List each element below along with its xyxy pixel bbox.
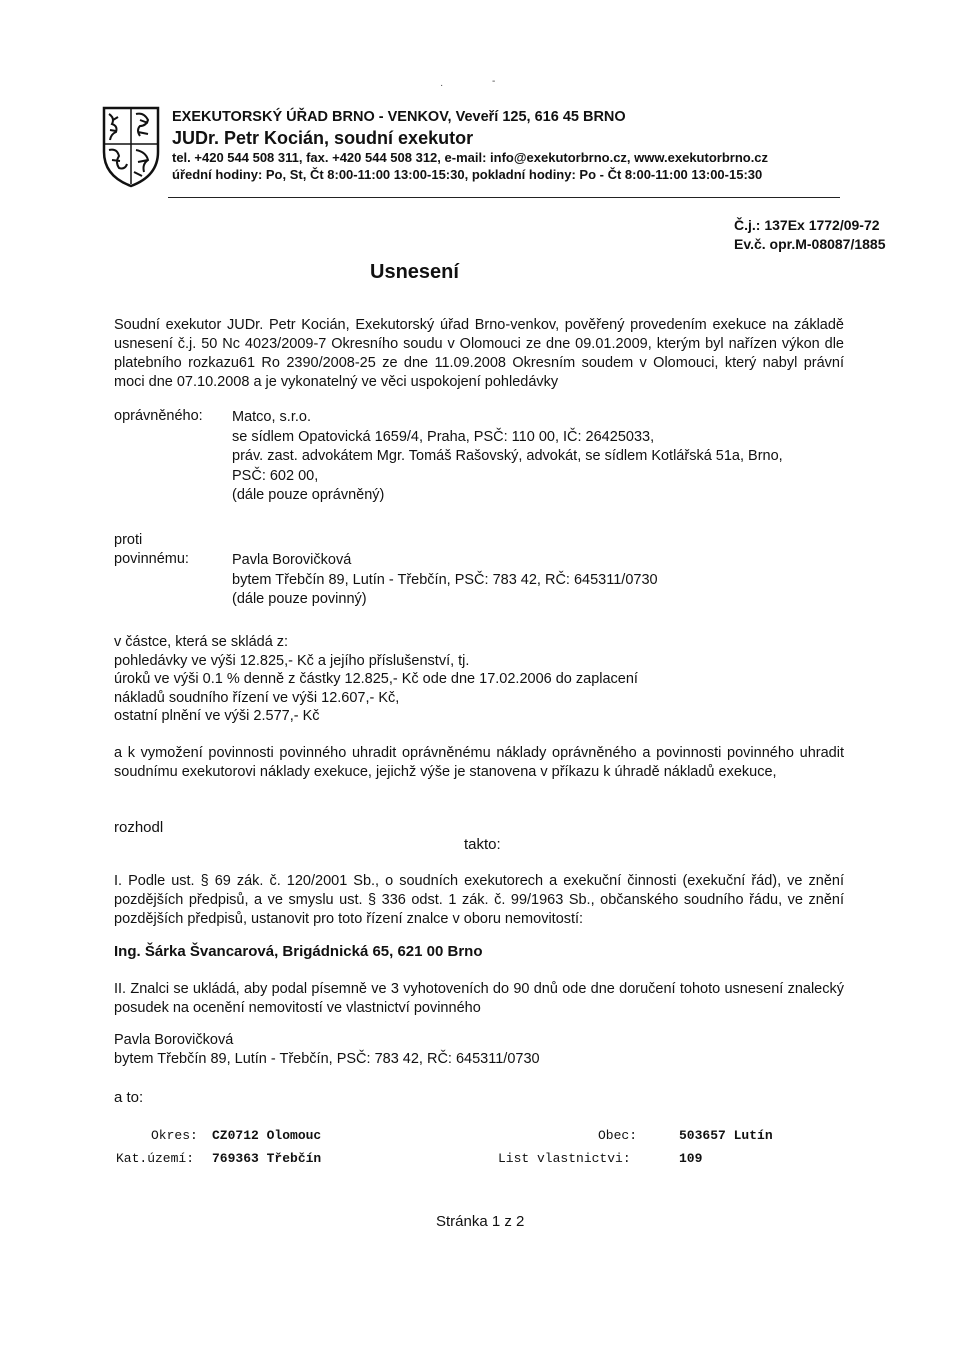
municipality-label: Obec: bbox=[598, 1128, 638, 1143]
expert-name: Ing. Šárka Švancarová, Brigádnická 65, 621 00 Brno bbox=[114, 943, 483, 960]
intro-paragraph: Soudní exekutor JUDr. Petr Kocián, Exekutorský úřad Brno-venkov, pověřený provedením exekuce na základě usnesení č.j. 50 Nc 4023/2009-7 Okresního soudu v Olomouci ze dne 09.01.2009, kterým byl nařízen výkon dle platebního rozkazu61 Ro 2390/2008-25 ze dne 11.09.2008 Okresním soudem v Olomouci, který nabyl právní moci dne 07.10.2008 a je vykonatelný ve věci uspokojení pohledávky bbox=[114, 317, 844, 390]
amount-line: pohledávky ve výši 12.825,- Kč a jejího příslušenství, tj. bbox=[114, 652, 470, 669]
cadastral-area-value: 769363 Třebčín bbox=[212, 1151, 322, 1166]
takto-word: takto: bbox=[464, 836, 501, 853]
letterhead-office: EXEKUTORSKÝ ÚŘAD BRNO - VENKOV, Veveří 125, 616 45 BRNO bbox=[172, 109, 626, 125]
cadastral-area-label: Kat.území: bbox=[116, 1151, 195, 1166]
amount-line: ostatní plnění ve výši 2.577,- Kč bbox=[114, 708, 320, 724]
decision-point-1: I. Podle ust. § 69 zák. č. 120/2001 Sb., o soudních exekutorech a exekuční činnosti (exekuční řád), ve znění pozdějších předpisů, a ve smyslu ust. § 336 odst. 1 zák. č. 99/1963 Sb., občanského soudního řádu, ve znění pozdějších předpisů, ustanovit pro toto řízení znalce v oboru nemovitostí: bbox=[114, 873, 844, 927]
debtor-line: bytem Třebčín 89, Lutín - Třebčín, PSČ: 783 42, RČ: 645311/0730 bbox=[232, 571, 658, 588]
debtor-label: povinnému: bbox=[114, 551, 189, 567]
debtor-line: Pavla Borovičková bbox=[232, 552, 352, 568]
letterhead-contacts: tel. +420 544 508 311, fax. +420 544 508 312, e-mail: info@exekutorbrno.cz, www.exekutorbrno.cz bbox=[172, 150, 769, 165]
municipality-value: 503657 Lutín bbox=[679, 1128, 773, 1143]
creditor-line: (dále pouze oprávněný) bbox=[232, 487, 385, 503]
scan-speck-icon: - bbox=[492, 76, 496, 87]
amount-line: v částce, která se skládá z: bbox=[114, 634, 289, 650]
obligation-paragraph: a k vymožení povinnosti povinného uhradit oprávněnému náklady oprávněného a povinnosti povinného uhradit soudnímu exekutorovi náklady exekuce, jejichž výše je stanovena v příkazu k úhradě nákladů exekuce, bbox=[114, 745, 844, 780]
reference-numbers bbox=[734, 216, 886, 254]
page-number: Stránka 1 z 2 bbox=[436, 1213, 525, 1230]
case-number: Č.j.: 137Ex 1772/09-72 bbox=[734, 217, 880, 233]
decision-point-2: II. Znalci se ukládá, aby podal písemně ve 3 vyhotoveních do 90 dnů ode dne doručení tohoto usnesení znalecký posudek na ocenění nemovitostí ve vlastnictví povinného bbox=[114, 981, 844, 1016]
title-deed-value: 109 bbox=[679, 1151, 703, 1166]
record-number: Ev.č. opr.M-08087/1885 bbox=[734, 236, 886, 252]
scan-speck-icon: · bbox=[440, 80, 444, 91]
owner-block bbox=[114, 1031, 540, 1068]
creditor-line: Matco, s.r.o. bbox=[232, 409, 311, 425]
creditor-line: se sídlem Opatovická 1659/4, Praha, PSČ: 110 00, IČ: 26425033, bbox=[232, 428, 655, 445]
owner-line: bytem Třebčín 89, Lutín - Třebčín, PSČ: 783 42, RČ: 645311/0730 bbox=[114, 1050, 540, 1067]
debtor-block bbox=[232, 551, 658, 610]
creditor-block bbox=[232, 408, 783, 506]
letterhead-hours: úřední hodiny: Po, St, Čt 8:00-11:00 13:00-15:30, pokladní hodiny: Po - Čt 8:00-11:00 13:00-15:30 bbox=[172, 167, 763, 182]
ato-label: a to: bbox=[114, 1089, 144, 1106]
amounts-list bbox=[114, 633, 638, 726]
district-label: Okres: bbox=[151, 1128, 198, 1143]
debtor-line: (dále pouze povinný) bbox=[232, 591, 367, 607]
letterhead-divider bbox=[168, 197, 840, 198]
district-value: CZ0712 Olomouc bbox=[212, 1128, 322, 1143]
coat-of-arms-icon bbox=[96, 102, 166, 190]
page-title: Usnesení bbox=[370, 261, 459, 283]
title-deed-label: List vlastnictvi: bbox=[498, 1151, 631, 1166]
decided-word: rozhodl bbox=[114, 819, 164, 836]
creditor-line: PSČ: 602 00, bbox=[232, 467, 319, 484]
debtor-label-against: proti bbox=[114, 532, 143, 548]
creditor-label: oprávněného: bbox=[114, 408, 203, 424]
amount-line: úroků ve výši 0.1 % denně z částky 12.825,- Kč ode dne 17.02.2006 do zaplacení bbox=[114, 671, 638, 687]
amount-line: nákladů soudního řízení ve výši 12.607,- Kč, bbox=[114, 689, 400, 706]
letterhead-executor: JUDr. Petr Kocián, soudní exekutor bbox=[172, 128, 474, 148]
owner-line: Pavla Borovičková bbox=[114, 1032, 234, 1048]
creditor-line: práv. zast. advokátem Mgr. Tomáš Rašovský, advokát, se sídlem Kotlářská 51a, Brno, bbox=[232, 448, 783, 464]
